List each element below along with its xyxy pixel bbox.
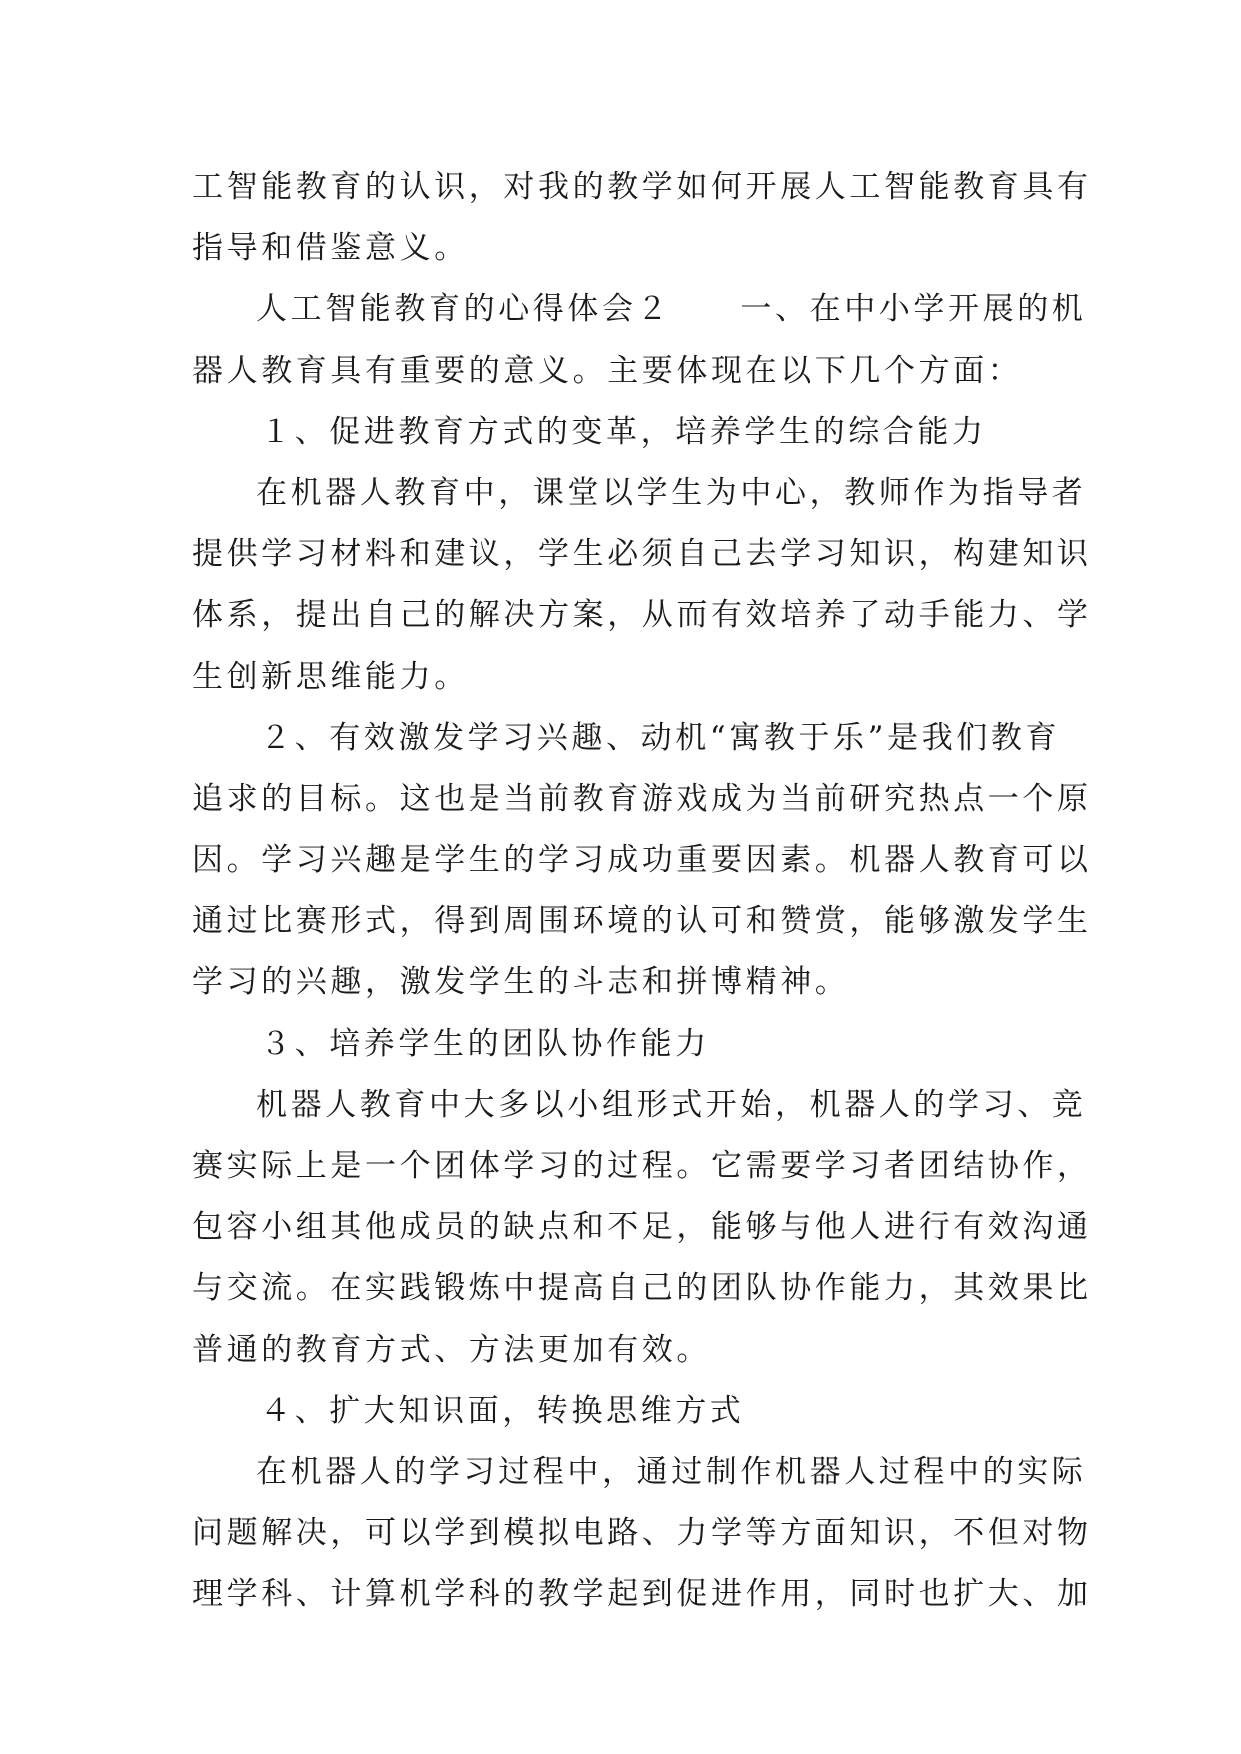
text-line: 与交流。在实践锻炼中提高自己的团队协作能力，其效果比 [192, 1270, 1092, 1307]
text-line: ４、扩大知识面，转换思维方式 [260, 1392, 745, 1429]
text-line: １、促进教育方式的变革，培养学生的综合能力 [260, 413, 987, 450]
text-line: 因。学习兴趣是学生的学习成功重要因素。机器人教育可以 [192, 842, 1092, 879]
text-line: 普通的教育方式、方法更加有效。 [192, 1331, 711, 1368]
text-line: 提供学习材料和建议，学生必须自己去学习知识，构建知识 [192, 536, 1092, 573]
text-line: 体系，提出自己的解决方案，从而有效培养了动手能力、学 [192, 597, 1092, 634]
text-line: 学习的兴趣，激发学生的斗志和拼博精神。 [192, 964, 850, 1001]
text-line: 工智能教育的认识，对我的教学如何开展人工智能教育具有 [192, 169, 1092, 205]
text-line: ３、培养学生的团队协作能力 [260, 1025, 710, 1062]
text-line: 在机器人的学习过程中，通过制作机器人过程中的实际 [256, 1453, 1087, 1490]
text-line: 赛实际上是一个团体学习的过程。它需要学习者团结协作， [192, 1148, 1092, 1184]
text-line: 生创新思维能力。 [192, 658, 469, 695]
text-line: 在机器人教育中，课堂以学生为中心，教师作为指导者 [256, 474, 1087, 511]
text-line: 指导和借鉴意义。 [192, 230, 469, 267]
text-line: 问题解决，可以学到模拟电路、力学等方面知识，不但对物 [192, 1515, 1092, 1552]
text-line: 包容小组其他成员的缺点和不足，能够与他人进行有效沟通 [192, 1209, 1092, 1246]
text-line: 理学科、计算机学科的教学起到促进作用，同时也扩大、加 [192, 1576, 1092, 1613]
text-line: 通过比赛形式，得到周围环境的认可和赞赏，能够激发学生 [192, 903, 1092, 940]
text-line: 机器人教育中大多以小组形式开始，机器人的学习、竞 [256, 1086, 1087, 1123]
text-line: 人工智能教育的心得体会２ 一、在中小学开展的机 [256, 291, 1087, 328]
text-line: 器人教育具有重要的意义。主要体现在以下几个方面： [192, 352, 1023, 389]
document-body [192, 157, 1092, 1626]
text-line: 追求的目标。这也是当前教育游戏成为当前研究热点一个原 [192, 780, 1092, 817]
text-line: ２、有效激发学习兴趣、动机“寓教于乐”是我们教育 [260, 719, 1061, 756]
